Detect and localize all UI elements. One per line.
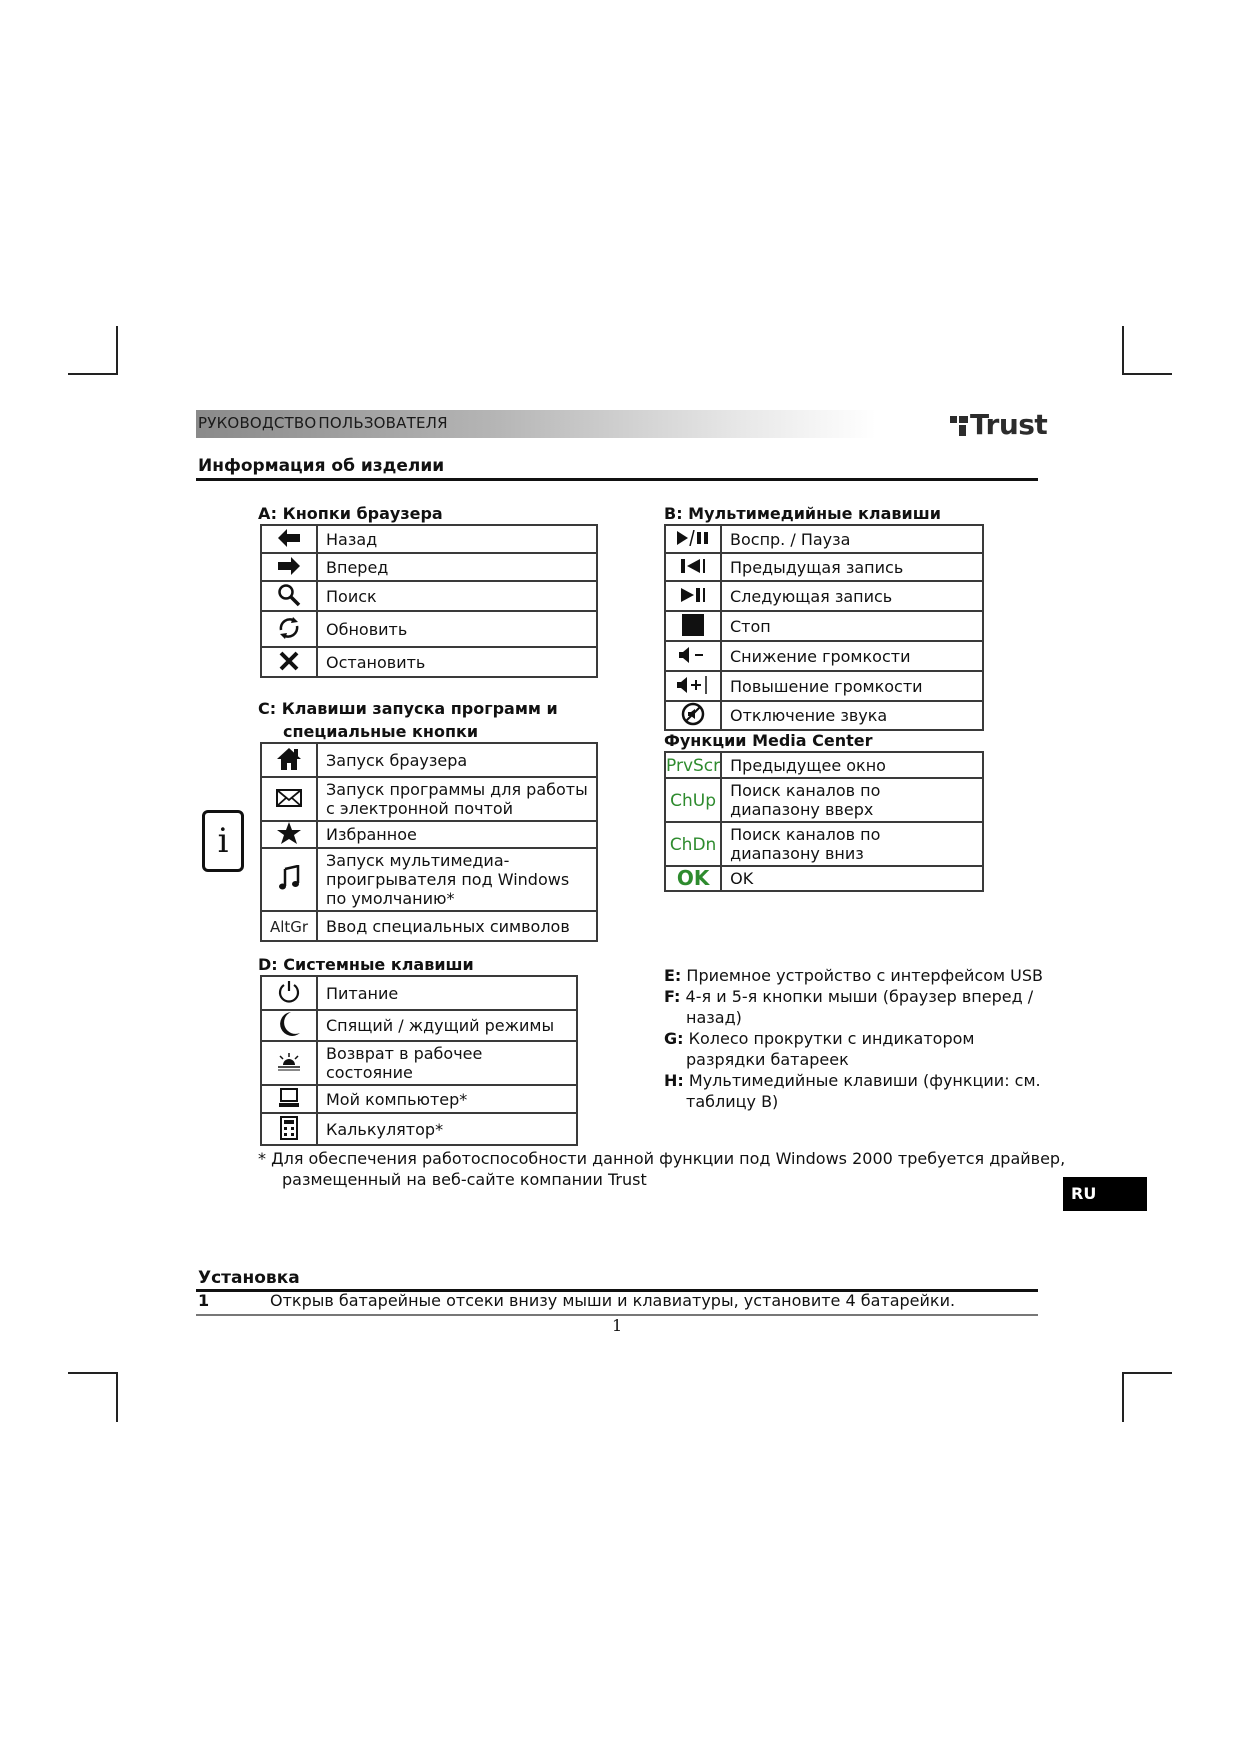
refresh-icon xyxy=(261,611,317,647)
back-arrow-icon xyxy=(261,525,317,553)
volume-up-icon xyxy=(665,671,721,701)
computer-icon xyxy=(261,1085,317,1113)
table-row xyxy=(261,911,597,941)
legend-text: 4-я и 5-я кнопки мыши (браузер вперед / xyxy=(685,987,1034,1006)
row-label: Стоп xyxy=(721,611,983,641)
crop-mark xyxy=(1122,1372,1124,1422)
chdn-key-label: ChDn xyxy=(669,834,717,855)
install-step-number: 1 xyxy=(198,1291,210,1310)
legend-item xyxy=(664,1070,1064,1091)
page-number: 1 xyxy=(612,1316,623,1335)
info-icon: i xyxy=(202,810,244,872)
row-label: OK xyxy=(721,866,983,891)
legend-letter: E: xyxy=(664,966,682,985)
section-title: Информация об изделии xyxy=(198,456,445,476)
table-row xyxy=(665,553,983,581)
table-row xyxy=(665,581,983,611)
crop-mark xyxy=(68,1372,118,1374)
crop-mark xyxy=(1122,326,1124,374)
table-row xyxy=(261,848,597,911)
table-row xyxy=(665,701,983,730)
mute-icon xyxy=(665,701,721,730)
table-row xyxy=(665,525,983,553)
legend-text: Колесо прокрутки с индикатором xyxy=(688,1029,975,1048)
table-media xyxy=(664,751,984,892)
table-b-title: B: Мультимедийные клавиши xyxy=(664,504,941,523)
crop-mark xyxy=(1122,373,1172,375)
table-b xyxy=(664,524,984,731)
legend xyxy=(664,965,1064,1112)
row-label: Поиск xyxy=(317,581,597,611)
prvscr-key-label: PrvScr xyxy=(666,755,721,776)
header-label xyxy=(198,414,450,432)
row-label: Предыдущее окно xyxy=(721,752,983,778)
chup-key xyxy=(665,778,721,822)
table-row xyxy=(261,1041,577,1085)
moon-icon xyxy=(261,1010,317,1041)
install-step-text: Открыв батарейные отсеки внизу мыши и клавиатуры, установите 4 батарейки. xyxy=(270,1291,956,1310)
table-row xyxy=(261,611,597,647)
crop-mark xyxy=(68,373,118,375)
stop-square-icon xyxy=(665,611,721,641)
table-row xyxy=(261,1113,577,1145)
legend-text-cont: таблицу B) xyxy=(686,1092,779,1111)
music-note-icon xyxy=(261,848,317,911)
row-label: Предыдущая запись xyxy=(721,553,983,581)
row-label: Поиск каналов по диапазону вниз xyxy=(721,822,983,866)
prvscr-key xyxy=(665,752,721,778)
legend-text: Приемное устройство с интерфейсом USB xyxy=(686,966,1044,985)
legend-item xyxy=(664,965,1064,986)
altgr-key xyxy=(261,911,317,941)
brand-name: Trust xyxy=(970,408,1048,441)
table-row xyxy=(261,1085,577,1113)
row-label: Вперед xyxy=(317,553,597,581)
footnote-line1: * Для обеспечения работоспособности данной функции под Windows 2000 требуется драйвер, xyxy=(258,1149,1066,1168)
table-a-title: A: Кнопки браузера xyxy=(258,504,443,523)
language-badge: RU xyxy=(1063,1177,1147,1211)
row-label: Следующая запись xyxy=(721,581,983,611)
row-label: Отключение звука xyxy=(721,701,983,730)
row-label: Мой компьютер* xyxy=(317,1085,577,1113)
row-label: Снижение громкости xyxy=(721,641,983,671)
legend-text-cont: назад) xyxy=(686,1008,742,1027)
wake-sun-icon xyxy=(261,1041,317,1085)
table-c xyxy=(260,742,598,942)
legend-letter: H: xyxy=(664,1071,684,1090)
legend-text-cont: разрядки батареек xyxy=(686,1050,849,1069)
row-label: Возврат в рабочее состояние xyxy=(317,1041,577,1085)
table-row xyxy=(261,581,597,611)
crop-mark xyxy=(116,326,118,374)
search-icon xyxy=(261,581,317,611)
table-c-title-line2: специальные кнопки xyxy=(283,722,479,741)
calculator-icon xyxy=(261,1113,317,1145)
legend-letter: F: xyxy=(664,987,681,1006)
table-row xyxy=(665,611,983,641)
row-label: Воспр. / Пауза xyxy=(721,525,983,553)
trust-logo xyxy=(950,408,1047,441)
legend-item xyxy=(664,1028,1064,1049)
table-row xyxy=(261,777,597,821)
row-label: Назад xyxy=(317,525,597,553)
table-media-title: Функции Media Center xyxy=(664,731,873,750)
crop-mark xyxy=(1122,1372,1172,1374)
row-label: Спящий / ждущий режимы xyxy=(317,1010,577,1041)
table-d-title: D: Системные клавиши xyxy=(258,955,474,974)
table-row xyxy=(665,778,983,822)
table-row xyxy=(665,866,983,891)
header-label-part1: РУКОВОДСТВО xyxy=(198,414,317,432)
table-c-title-line1: C: Клавиши запуска программ и xyxy=(258,699,558,718)
table-a xyxy=(260,524,598,678)
row-label: Остановить xyxy=(317,647,597,677)
ok-key xyxy=(665,866,721,891)
mail-icon xyxy=(261,777,317,821)
next-track-icon xyxy=(665,581,721,611)
crop-mark xyxy=(116,1372,118,1422)
table-row xyxy=(665,822,983,866)
chup-key-label: ChUp xyxy=(670,790,717,811)
row-label: Питание xyxy=(317,976,577,1010)
table-d xyxy=(260,975,578,1146)
row-label: Обновить xyxy=(317,611,597,647)
install-title: Установка xyxy=(198,1268,300,1288)
row-label: Ввод специальных символов xyxy=(317,911,597,941)
previous-track-icon xyxy=(665,553,721,581)
stop-x-icon xyxy=(261,647,317,677)
legend-letter: G: xyxy=(664,1029,684,1048)
row-label: Калькулятор* xyxy=(317,1113,577,1145)
table-row xyxy=(261,553,597,581)
volume-down-icon xyxy=(665,641,721,671)
altgr-key-label: AltGr xyxy=(269,917,309,936)
section-rule xyxy=(196,478,1038,481)
table-row xyxy=(261,1010,577,1041)
table-row xyxy=(665,641,983,671)
home-icon xyxy=(261,743,317,777)
header-label-part2: ПОЛЬЗОВАТЕЛЯ xyxy=(318,414,448,432)
row-label: Избранное xyxy=(317,821,597,848)
row-label: Поиск каналов по диапазону вверх xyxy=(721,778,983,822)
legend-text: Мультимедийные клавиши (функции: см. xyxy=(688,1071,1041,1090)
table-row xyxy=(261,743,597,777)
chdn-key xyxy=(665,822,721,866)
power-icon xyxy=(261,976,317,1010)
row-label: Запуск программы для работы с электронной почтой xyxy=(317,777,597,821)
row-label: Запуск браузера xyxy=(317,743,597,777)
star-icon xyxy=(261,821,317,848)
forward-arrow-icon xyxy=(261,553,317,581)
footnote xyxy=(258,1148,1065,1190)
row-label: Запуск мультимедиа-проигрывателя под Windows по умолчанию* xyxy=(317,848,597,911)
table-row xyxy=(261,821,597,848)
table-row xyxy=(261,647,597,677)
legend-item xyxy=(664,986,1064,1007)
row-label: Повышение громкости xyxy=(721,671,983,701)
table-row xyxy=(261,525,597,553)
footnote-line2: размещенный на веб-сайте компании Trust xyxy=(282,1170,647,1189)
table-row xyxy=(665,752,983,778)
trust-logo-mark-icon xyxy=(950,414,968,436)
table-row xyxy=(665,671,983,701)
play-pause-icon xyxy=(665,525,721,553)
ok-key-label: OK xyxy=(676,866,710,890)
table-row xyxy=(261,976,577,1010)
